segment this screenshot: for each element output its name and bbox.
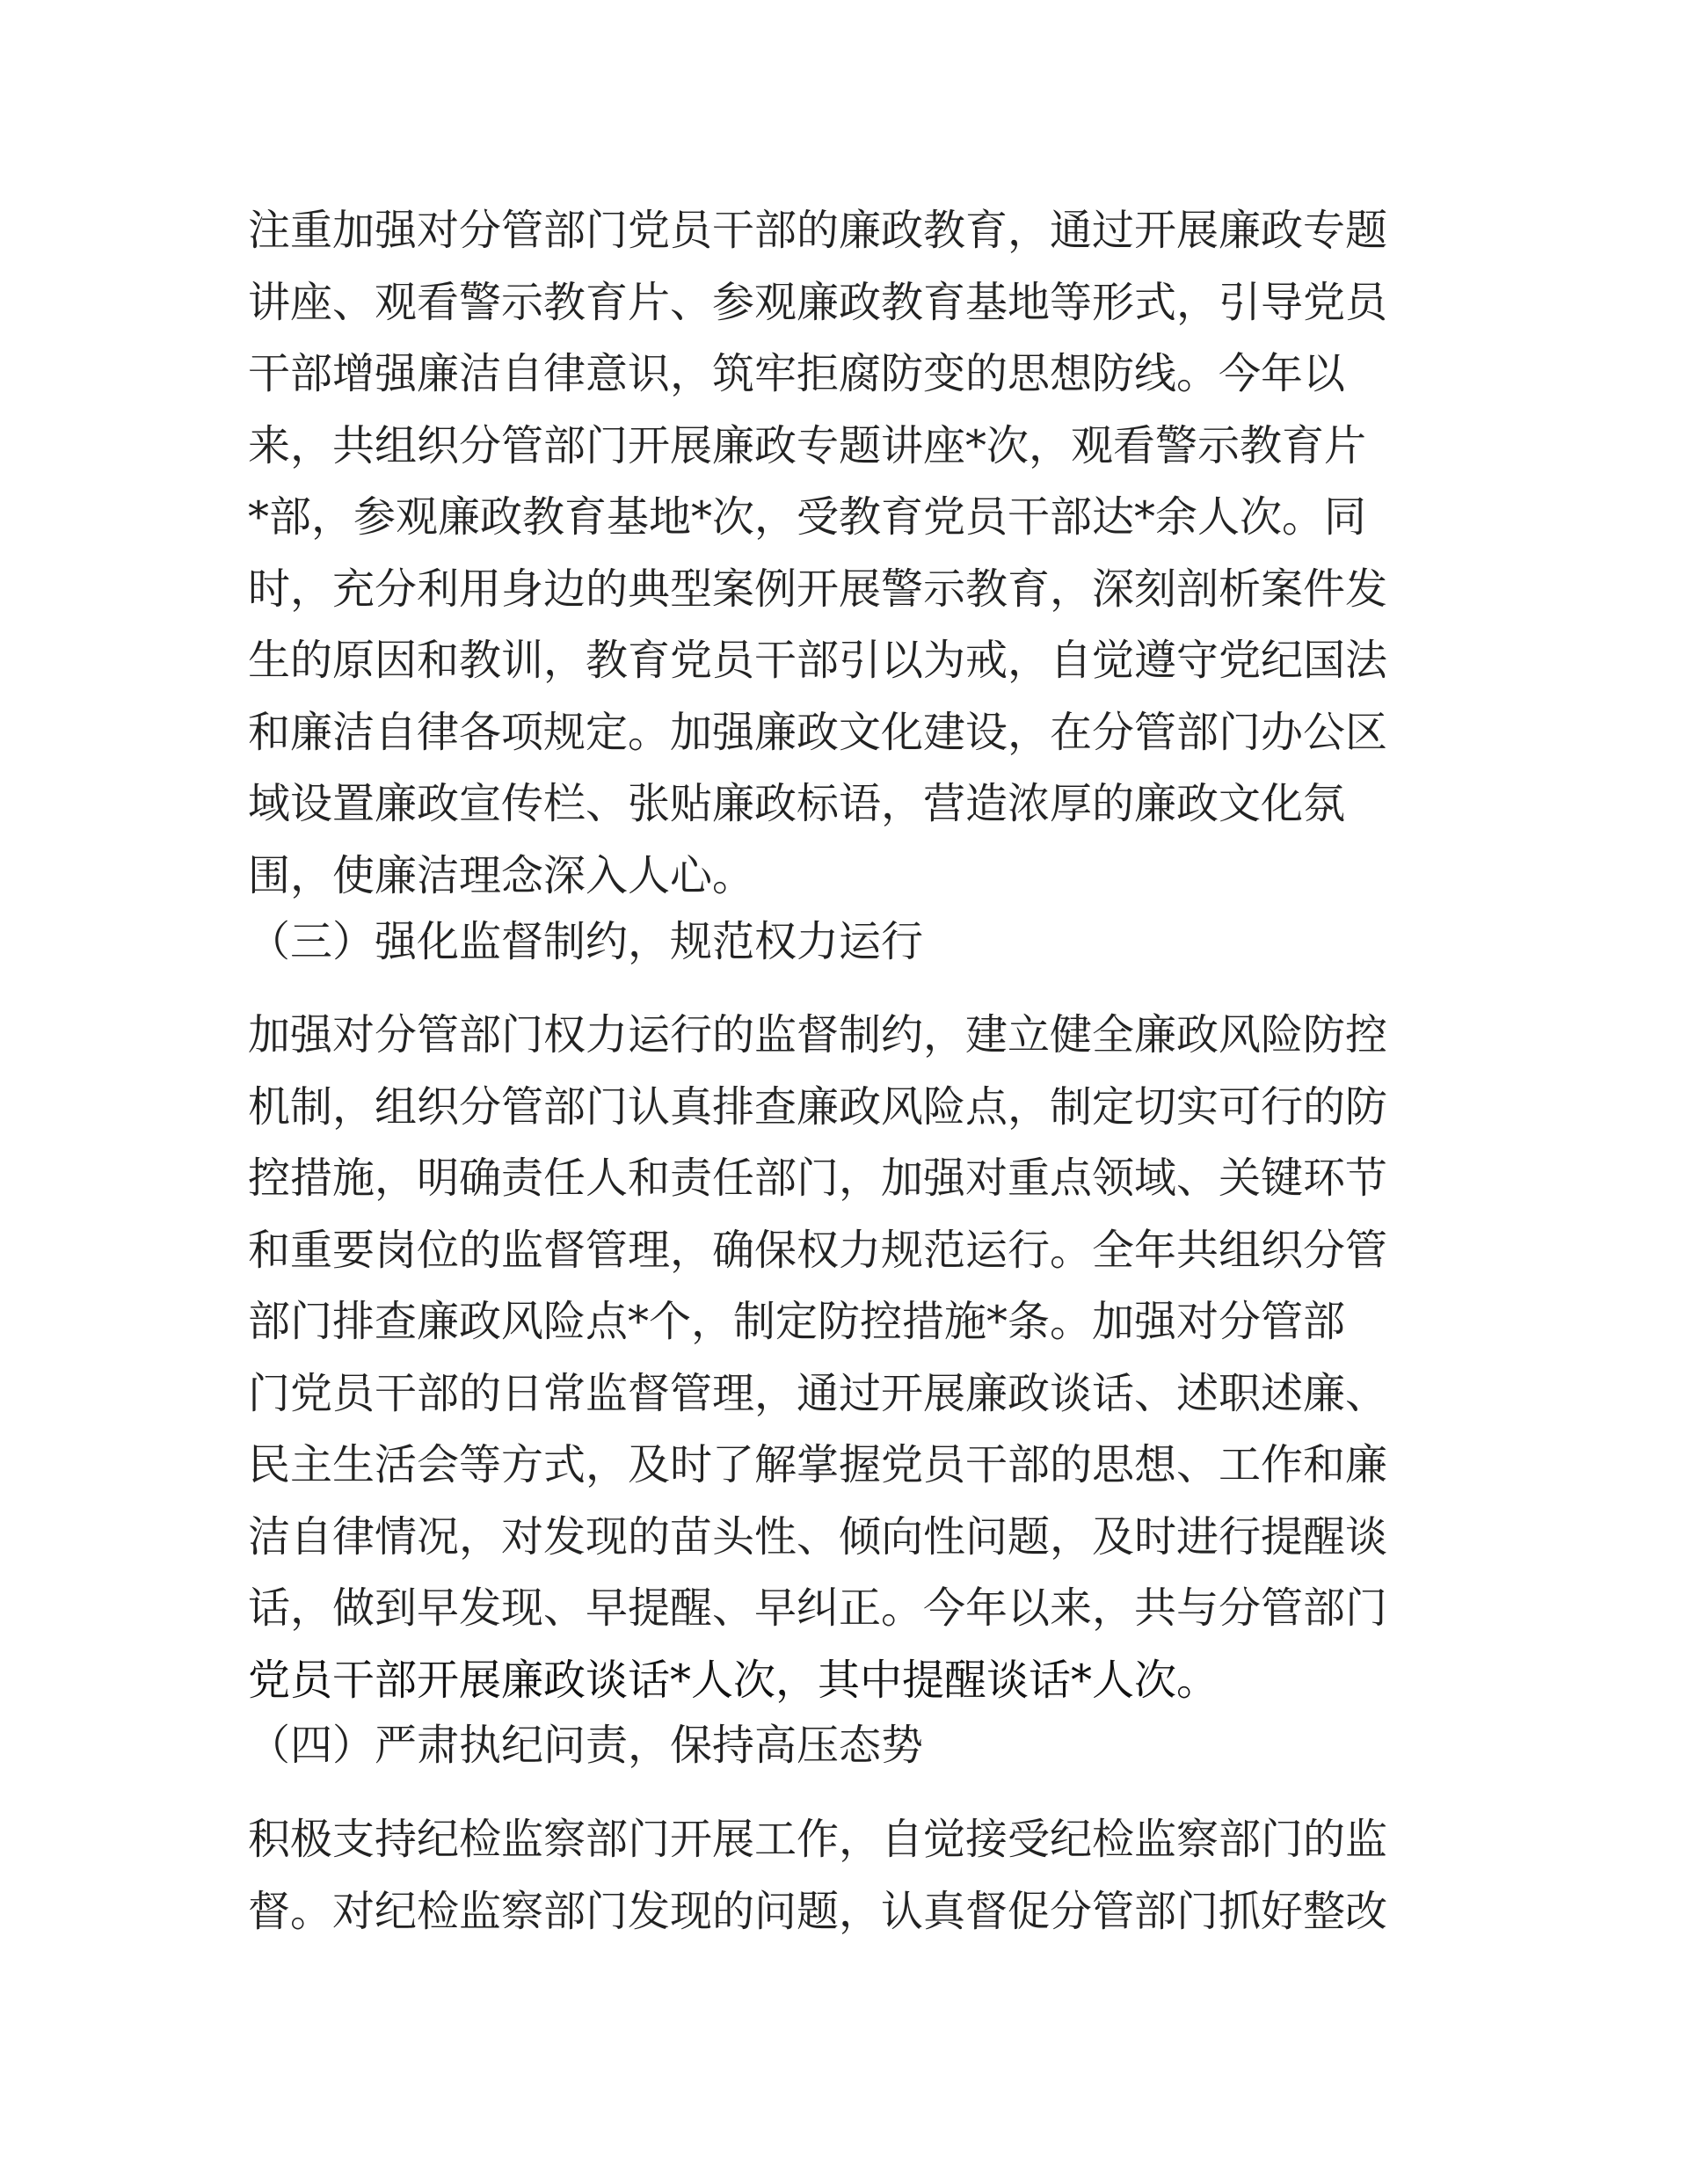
text-line: 党员干部开展廉政谈话*人次，其中提醒谈话*人次。 [248, 1655, 1219, 1705]
paragraph-education [248, 195, 1435, 912]
text-line: *部，参观廉政教育基地*次，受教育党员干部达*余人次。同 [248, 492, 1367, 542]
text-line: 门党员干部的日常监督管理，通过开展廉政谈话、述职述廉、 [248, 1368, 1388, 1418]
text-line: 洁自律情况，对发现的苗头性、倾向性问题，及时进行提醒谈 [248, 1511, 1388, 1562]
section-heading-three: （三）强化监督制约，规范权力运行 [248, 917, 924, 966]
text-line: 域设置廉政宣传栏、张贴廉政标语，营造浓厚的廉政文化氛 [248, 779, 1346, 828]
text-line: 话，做到早发现、早提醒、早纠正。今年以来，共与分管部门 [248, 1583, 1388, 1633]
text-line: 注重加强对分管部门党员干部的廉政教育，通过开展廉政专题 [248, 206, 1388, 255]
text-line: 围，使廉洁理念深入人心。 [248, 850, 755, 900]
text-line: 部门排查廉政风险点*个，制定防控措施*条。加强对分管部 [248, 1297, 1346, 1346]
text-line: 来，共组织分管部门开展廉政专题讲座*次，观看警示教育片 [248, 420, 1367, 470]
paragraph-discipline [248, 1804, 1435, 1947]
text-line: 时，充分利用身边的典型案例开展警示教育，深刻剖析案件发 [248, 564, 1388, 614]
text-line: 督。对纪检监察部门发现的问题，认真督促分管部门抓好整改 [248, 1886, 1388, 1936]
section-heading-four: （四）严肃执纪问责，保持高压态势 [248, 1721, 924, 1770]
text-line: 讲座、观看警示教育片、参观廉政教育基地等形式，引导党员 [248, 277, 1388, 327]
text-line: 和重要岗位的监督管理，确保权力规范运行。全年共组织分管 [248, 1225, 1388, 1275]
text-line: 生的原因和教训，教育党员干部引以为戒，自觉遵守党纪国法 [248, 636, 1388, 685]
text-line: 民主生活会等方式，及时了解掌握党员干部的思想、工作和廉 [248, 1440, 1388, 1489]
text-line: 机制，组织分管部门认真排查廉政风险点，制定切实可行的防 [248, 1081, 1388, 1132]
text-line: 干部增强廉洁自律意识，筑牢拒腐防变的思想防线。今年以 [248, 349, 1346, 398]
text-line: 加强对分管部门权力运行的监督制约，建立健全廉政风险防控 [248, 1010, 1388, 1059]
text-line: 积极支持纪检监察部门开展工作，自觉接受纪检监察部门的监 [248, 1815, 1388, 1864]
text-line: 控措施，明确责任人和责任部门，加强对重点领域、关键环节 [248, 1154, 1388, 1203]
text-line: 和廉洁自律各项规定。加强廉政文化建设，在分管部门办公区 [248, 707, 1388, 757]
paragraph-supervision [248, 1000, 1435, 1716]
